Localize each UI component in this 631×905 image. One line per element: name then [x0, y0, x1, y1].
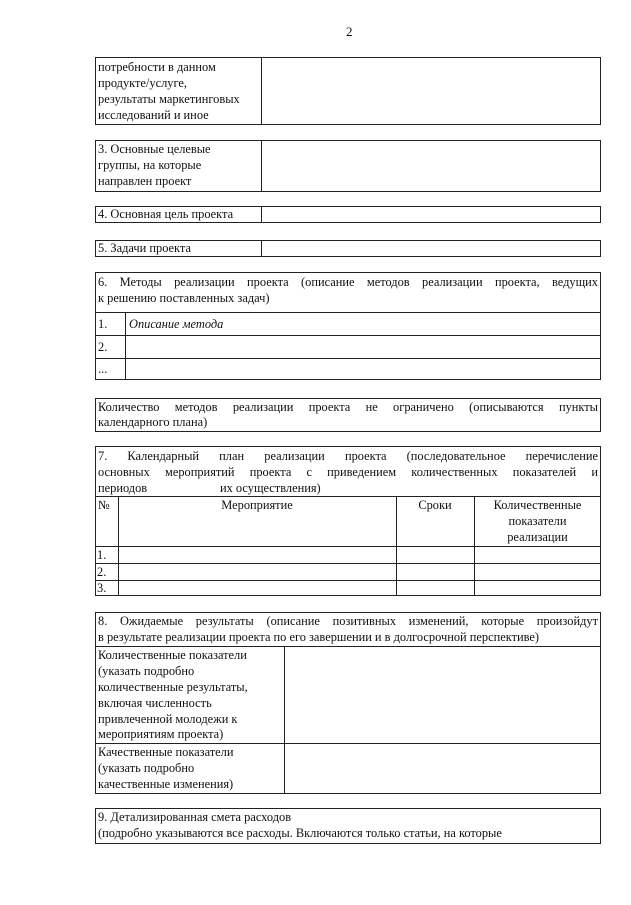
calendar-header-divider: [95, 496, 601, 497]
calendar-header-indicators: Количественные: [493, 498, 582, 512]
calendar-header-num: №: [98, 498, 110, 512]
tasks-divider: [261, 240, 262, 257]
calendar-row-number: 2.: [97, 565, 107, 579]
main-goal-label: 4. Основная цель проекта: [98, 207, 234, 221]
needs-divider: [261, 57, 262, 125]
calendar-title-line: их осуществления): [220, 481, 321, 495]
methods-title-line: 6. Методы реализации проекта (описание методов реализации проекта, ведущих: [98, 275, 598, 289]
expected-results-divider: [95, 646, 601, 647]
method-row-number: ...: [98, 362, 108, 376]
calendar-title-line: 7. Календарный план реализации проекта (последовательное перечисление: [98, 449, 598, 463]
calendar-row-divider: [95, 580, 601, 581]
method-row-text: Описание метода: [129, 317, 224, 331]
qualitative-indicators-line: (указать подробно: [98, 761, 195, 775]
expected-results-title-line: в результате реализации проекта по его завершении и в долгосрочной перспективе): [98, 630, 540, 644]
calendar-header-indicators: показатели: [508, 514, 567, 528]
calendar-row-divider: [95, 546, 601, 547]
budget-title-line: 9. Детализированная смета расходов: [98, 810, 292, 824]
methods-note-line: календарного плана): [98, 415, 208, 429]
needs-label-line: исследований и иное: [98, 108, 209, 122]
page-number: 2: [346, 24, 353, 39]
expected-results-divider: [95, 743, 601, 744]
expected-results-title-line: 8. Ожидаемые результаты (описание позитивных изменений, которые произойдут: [98, 614, 598, 628]
methods-row-divider: [95, 335, 601, 336]
budget-title-line: (подробно указываются все расходы. Включаются только статьи, на которые: [98, 826, 502, 840]
quantitative-indicators-line: (указать подробно: [98, 664, 195, 678]
calendar-row-divider: [95, 563, 601, 564]
calendar-row-number: 3.: [97, 581, 107, 595]
expected-results-col-divider: [284, 646, 285, 794]
tasks-label: 5. Задачи проекта: [98, 241, 191, 255]
qualitative-indicators-line: качественные изменения): [98, 777, 234, 791]
target-groups-label-line: направлен проект: [98, 174, 192, 188]
quantitative-indicators-line: включая численность: [98, 696, 212, 710]
calendar-header-event: Мероприятие: [221, 498, 293, 512]
method-row-number: 2.: [98, 340, 108, 354]
target-groups-label-line: 3. Основные целевые: [98, 142, 211, 156]
method-row-number: 1.: [98, 317, 108, 331]
main-goal-divider: [261, 206, 262, 223]
calendar-title-line: периодов: [98, 481, 148, 495]
methods-note-line: Количество методов реализации проекта не ограничено (описываются пункты: [98, 400, 598, 414]
needs-label-line: потребности в данном: [98, 60, 216, 74]
calendar-header-indicators: реализации: [507, 530, 568, 544]
needs-label-line: результаты маркетинговых: [98, 92, 240, 106]
calendar-title-line: основных мероприятий проекта с приведением количественных показателей и: [98, 465, 598, 479]
methods-row-divider: [95, 358, 601, 359]
calendar-header-dates: Сроки: [418, 498, 452, 512]
quantitative-indicators-line: мероприятиям проекта): [98, 727, 224, 741]
qualitative-indicators-line: Качественные показатели: [98, 745, 234, 759]
target-groups-label-line: группы, на которые: [98, 158, 202, 172]
calendar-row-number: 1.: [97, 548, 107, 562]
methods-title-line: к решению поставленных задач): [98, 291, 270, 305]
methods-row-divider: [95, 312, 601, 313]
needs-label-line: продукте/услуге,: [98, 76, 187, 90]
quantitative-indicators-line: количественные результаты,: [98, 680, 248, 694]
quantitative-indicators-line: привлеченной молодежи к: [98, 712, 238, 726]
quantitative-indicators-line: Количественные показатели: [98, 648, 247, 662]
methods-col-divider: [125, 312, 126, 380]
target-groups-divider: [261, 140, 262, 192]
